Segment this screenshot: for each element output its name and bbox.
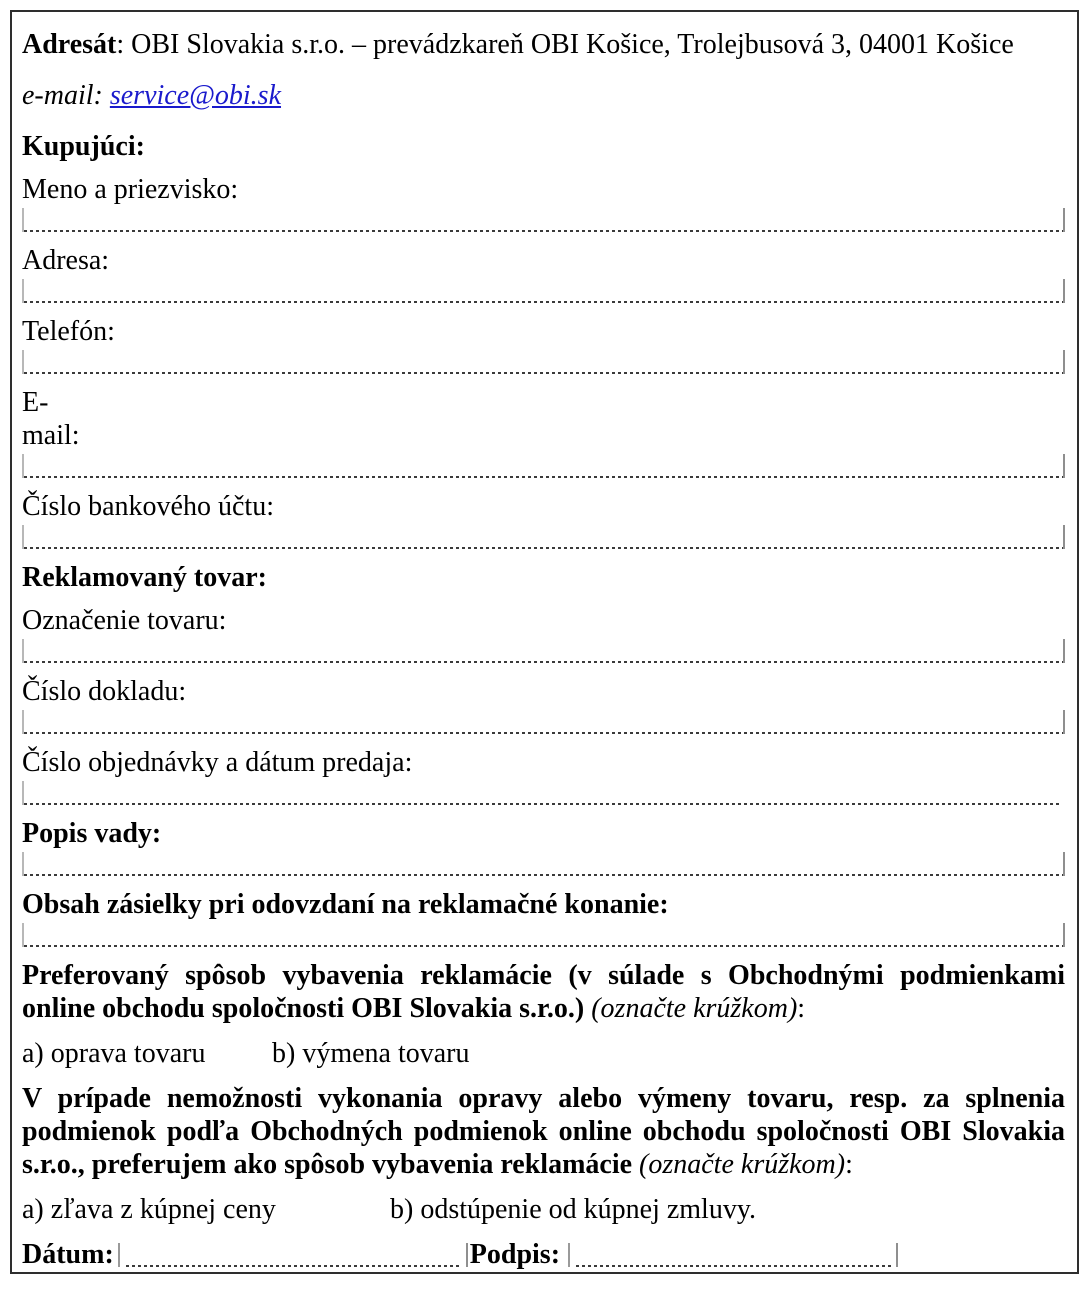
addressee-text: : OBI Slovakia s.r.o. – prevádzkareň OBI Košice, Trolejbusová 3, 04001 Košice	[116, 29, 1014, 60]
fallback-method-paragraph: V prípade nemožnosti vykonania opravy alebo výmeny tovaru, resp. za splnenia podmienok podľa Obchodných podmienok online obchodu spoločnosti OBI Slovakia s.r.o., preferujem ako spôsob vybavenia reklamácie (označte krúžkom):	[22, 1083, 1065, 1180]
phone-input-line[interactable]	[22, 350, 1065, 374]
buyer-heading: Kupujúci:	[22, 131, 145, 162]
options-row-1	[22, 1037, 1065, 1070]
signature-label: Podpis:	[469, 1239, 561, 1270]
email-input-line[interactable]	[22, 454, 1065, 478]
date-input-line[interactable]	[118, 1243, 468, 1267]
goods-name-label: Označenie tovaru:	[22, 605, 227, 636]
name-group	[22, 173, 1065, 232]
exchange-option: b) výmena tovaru	[272, 1038, 470, 1069]
bank-account-label: Číslo bankového účtu:	[22, 491, 274, 522]
email-link[interactable]: service@obi.sk	[109, 80, 282, 111]
defect-group	[22, 817, 1065, 876]
preferred-method-paragraph: Preferovaný spôsob vybavenia reklamácie (v súlade s Obchodnými podmienkami online obchodu spoločnosti OBI Slovakia s.r.o.) (označte krúžkom):	[22, 960, 1065, 1024]
form-page	[10, 10, 1079, 1274]
goods-name-group	[22, 604, 1065, 663]
document-number-input-line[interactable]	[22, 710, 1065, 734]
address-input-line[interactable]	[22, 279, 1065, 303]
shipment-contents-input-line[interactable]	[22, 923, 1065, 947]
order-number-input-line[interactable]	[22, 781, 1061, 805]
name-label: Meno a priezvisko:	[22, 174, 239, 205]
order-number-group	[22, 746, 1065, 805]
addressee-line	[22, 28, 1065, 61]
address-label: Adresa:	[22, 245, 110, 276]
addressee-label: Adresát	[22, 29, 117, 60]
phone-group	[22, 315, 1065, 374]
goods-heading: Reklamovaný tovar:	[22, 562, 267, 593]
defect-heading: Popis vady:	[22, 818, 162, 849]
repair-option: a) oprava tovaru	[22, 1038, 206, 1069]
bank-account-input-line[interactable]	[22, 525, 1065, 549]
email-label: e-mail:	[22, 80, 110, 111]
email-field-group	[22, 386, 1065, 478]
phone-label: Telefón:	[22, 316, 115, 347]
email-field-label: E- mail:	[22, 387, 80, 451]
shipment-contents-heading: Obsah zásielky pri odovzdaní na reklamačné konanie:	[22, 889, 669, 920]
discount-option: a) zľava z kúpnej ceny	[22, 1194, 276, 1225]
document-number-label: Číslo dokladu:	[22, 676, 187, 707]
email-line	[22, 79, 1065, 112]
signature-input-line[interactable]	[568, 1243, 898, 1267]
bank-account-group	[22, 490, 1065, 549]
order-number-label: Číslo objednávky a dátum predaja:	[22, 747, 413, 778]
goods-name-input-line[interactable]	[22, 639, 1065, 663]
document-number-group	[22, 675, 1065, 734]
withdrawal-option: b) odstúpenie od kúpnej zmluvy.	[390, 1194, 757, 1225]
defect-input-line[interactable]	[22, 852, 1065, 876]
address-group	[22, 244, 1065, 303]
name-input-line[interactable]	[22, 208, 1065, 232]
shipment-contents-group	[22, 888, 1065, 947]
options-row-2	[22, 1193, 1065, 1226]
date-label: Dátum:	[22, 1239, 114, 1270]
date-signature-row	[22, 1238, 1065, 1271]
